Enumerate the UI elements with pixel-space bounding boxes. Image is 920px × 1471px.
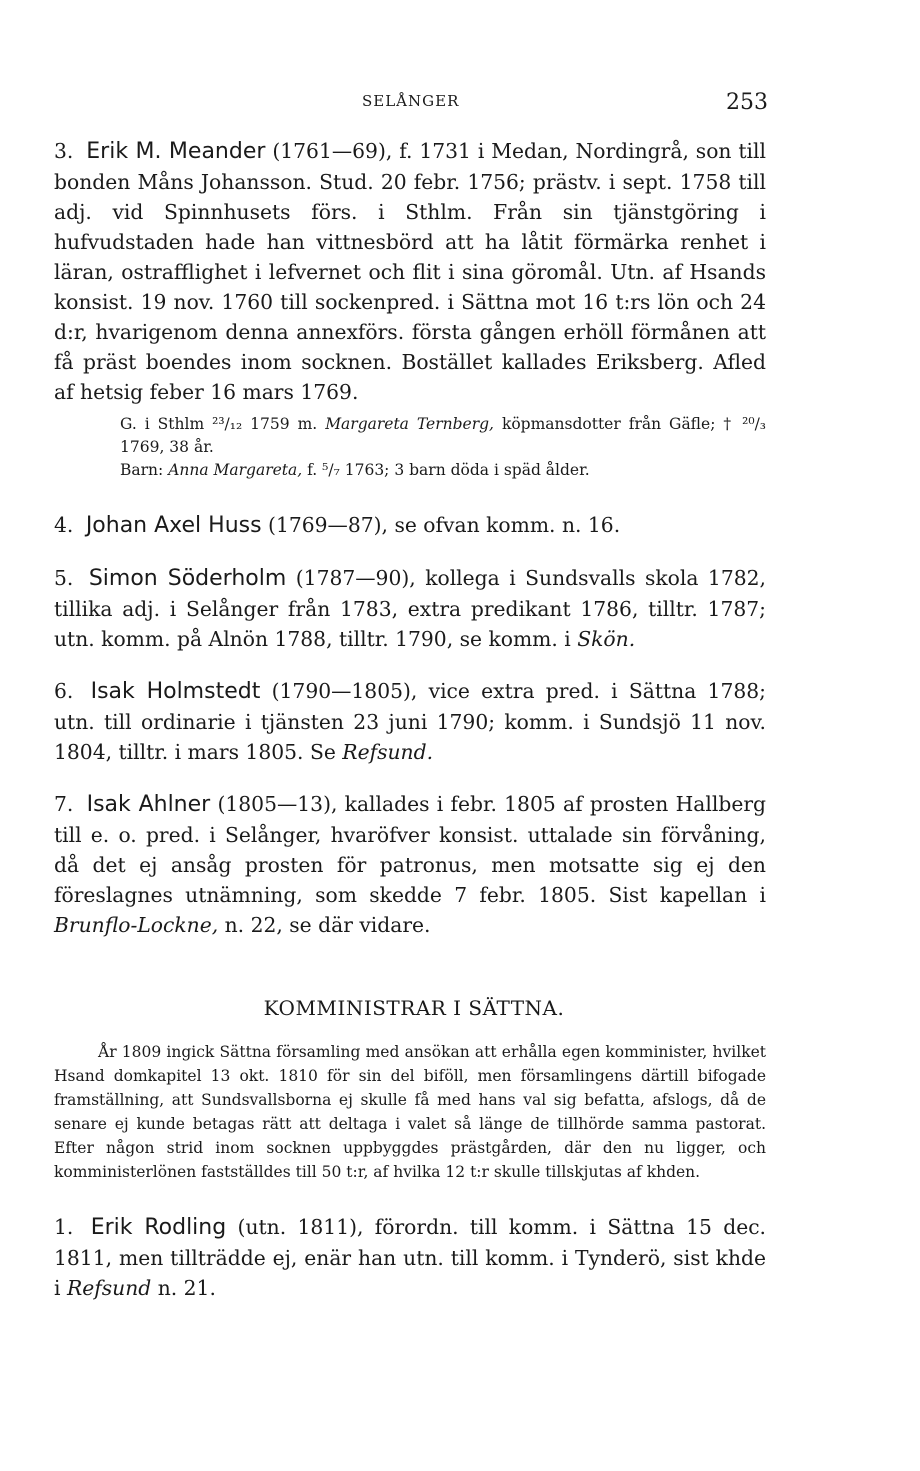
entry-notes — [54, 413, 766, 482]
entry-name: Isak Ahlner — [86, 792, 211, 817]
note-children-rest: f. ⁵/₇ 1763; 3 barn döda i späd ålder. — [307, 461, 590, 479]
place-name: Refsund. — [342, 740, 434, 764]
section-entry-1 — [54, 1212, 766, 1303]
page-body — [54, 136, 766, 1303]
entry-text: (1787—90), kollega i Sundsvalls skola 1782, tillika adj. i Selånger från 1783, extra predikant 1786, tilltr. 1787; utn. komm. på Alnön 1788, tilltr. 1790, se komm. i — [54, 566, 766, 651]
entry-text: (1790—1805), vice extra pred. i Sättna 1788; utn. till ordinarie i tjänsten 23 juni 1790; komm. i Sundsjö 11 nov. 1804, tilltr. i mars 1805. Se — [54, 679, 766, 764]
entry-number: 4. — [54, 513, 74, 537]
entry-number: 5. — [54, 566, 74, 590]
entry-name: Erik M. Meander — [86, 139, 266, 164]
page-header — [0, 92, 920, 118]
note-marriage — [54, 413, 766, 459]
entry-name: Isak Holmstedt — [90, 679, 261, 704]
entry-name: Johan Axel Huss — [85, 513, 262, 538]
entry-text: (utn. 1811), förordn. till komm. i Sättna 15 dec. 1811, men tillträdde ej, enär han utn. till komm. i Tynderö, sist khde i — [54, 1215, 766, 1300]
child-name: Anna Margareta, — [168, 461, 303, 479]
entry-number: 3. — [54, 139, 74, 163]
note-children-label: Barn: — [120, 461, 164, 479]
place-name: Refsund — [66, 1276, 152, 1300]
entry-5 — [54, 563, 766, 654]
entry-paragraph — [54, 136, 766, 407]
note-marriage-rest: köpmansdotter från Gäfle; † ²⁰/₃ 1769, 38 år. — [120, 415, 767, 456]
entry-text: (1805—13), kallades i febr. 1805 af prosten Hallberg till e. o. pred. i Selånger, hvaröfver konsist. uttalade sin förvåning, då det ej ansåg prosten för patronus, men motsatte sig ej den föreslagnes utnämning, som skedde 7 febr. 1805. Sist kapellan i — [54, 792, 766, 907]
section-heading: KOMMINISTRAR I SÄTTNA. — [263, 996, 565, 1020]
place-name: Skön. — [577, 627, 636, 651]
page-number: 253 — [726, 90, 768, 115]
entry-text-end: n. 21. — [157, 1276, 216, 1300]
wife-name: Margareta Ternberg, — [325, 415, 494, 433]
entry-3 — [54, 136, 766, 482]
note-marriage-text: G. i Sthlm ²³/₁₂ 1759 m. — [120, 415, 318, 433]
entry-text: (1769—87), se ofvan komm. n. 16. — [268, 513, 621, 537]
note-children — [54, 459, 766, 482]
entry-7 — [54, 789, 766, 940]
entry-6 — [54, 676, 766, 767]
entry-number: 1. — [54, 1215, 74, 1239]
entry-text-end: n. 22, se där vidare. — [224, 913, 431, 937]
section-intro: År 1809 ingick Sättna församling med ansökan att erhålla egen komminister, hvilket Hsand domkapitel 13 okt. 1810 för sin del biföll, men församlingens därtill bifogade framställning, att Sundsvallsborna ej skulle få med hans val sig befatta, afslogs, då de senare ej kunde betagas rätt att deltaga i valet så länge de tillhörde samma pastorat. Efter någon strid inom socknen uppbyggdes prästgården, där den nu ligger, och komministerlönen fastställdes till 50 t:r, af hvilka 12 t:r skulle tillskjutas af khden. — [54, 1043, 766, 1181]
entry-number: 7. — [54, 792, 74, 816]
entry-name: Simon Söderholm — [88, 566, 287, 591]
entry-name: Erik Rodling — [90, 1215, 227, 1240]
entry-number: 6. — [54, 679, 74, 703]
entry-text: (1761—69), f. 1731 i Medan, Nordingrå, son till bonden Måns Johansson. Stud. 20 febr. 1756; prästv. i sept. 1758 till adj. vid Spinnhusets förs. i Sthlm. Från sin tjänstgöring i hufvudstaden hade han vittnesbörd att ha låtit förmärka renhet i läran, ostrafflighet i lefvernet och flit i sina göromål. Utn. af Hsands konsist. 19 nov. 1760 till sockenpred. i Sättna mot 16 t:rs lön och 24 d:r, hvarigenom denna annexförs. första gången erhöll förmånen att få präst boendes inom socknen. Bostället kallades Eriksberg. Afled af hetsig feber 16 mars 1769. — [54, 139, 766, 404]
place-name: Brunflo-Lockne, — [54, 913, 219, 937]
entry-4 — [54, 510, 766, 541]
running-title: SELÅNGER — [362, 92, 460, 110]
